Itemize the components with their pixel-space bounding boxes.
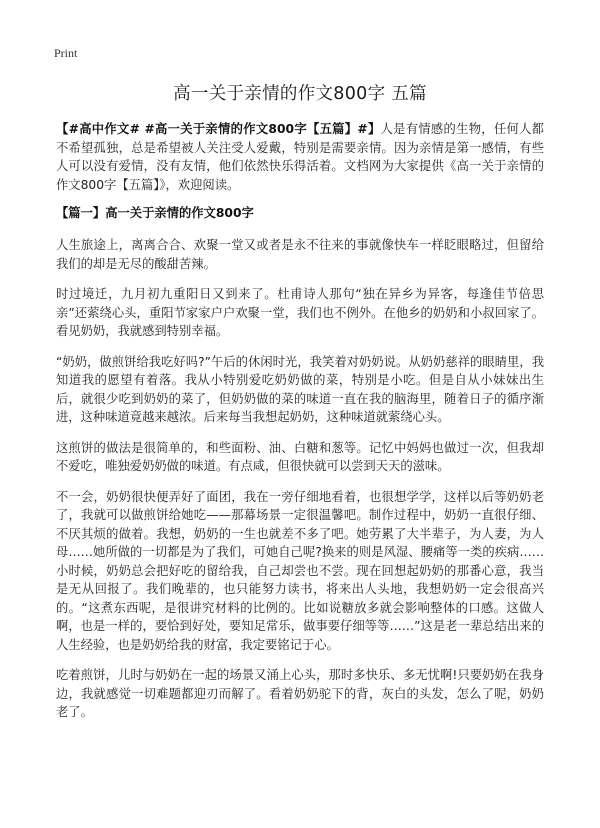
body-paragraph-2: 时过境迁，九月初九重阳日又到来了。杜甫诗人那句“独在异乡为异客，每逢佳节倍思亲”还萦绕心头，重阳节家家户户欢聚一堂，我们也不例外。在他乡的奶奶和小叔回家了。看见奶奶，我就感到特别幸福。	[56, 287, 544, 338]
section-heading: 【篇一】高一关于亲情的作文800字	[56, 206, 254, 220]
intro-text: 人是有情感的生物，任何人都不希望孤独，总是希望被人关注受人爱戴，特别是需要亲情。因为亲情是第一感情，有些人可以没有爱情，没有友情，他们依然快乐得活着。文档网为大家提供《高一关于亲情的作文800字【五篇】》，欢迎阅读。	[56, 122, 544, 192]
print-label: Print	[54, 46, 78, 60]
body-paragraph-6: 吃着煎饼，儿时与奶奶在一起的场景又涌上心头，那时多快乐、多无忧啊!只要奶奶在我身边，我就感觉一切难题都迎刃而解了。看着奶奶驼下的背，灰白的头发，怎么了呢，奶奶老了。	[56, 668, 544, 719]
body-paragraph-3: “奶奶，做煎饼给我吃好吗?”午后的休闲时光，我笑着对奶奶说。从奶奶慈祥的眼睛里，我知道我的愿望有着落。我从小特别爱吃奶奶做的菜，特别是小吃。但是自从小妹妹出生后，就很少吃到奶奶的菜了，但奶奶做的菜的味道一直在我的脑海里，随着日子的循序渐进，这种味道竟越来越浓。后来每当我想起奶奶，这种味道就萦绕心头。	[56, 354, 544, 424]
intro-paragraph	[56, 120, 544, 194]
body-paragraph-1: 人生旅途上，离离合合、欢聚一堂又或者是永不往来的事就像快车一样眨眼略过，但留给我们的却是无尽的酸甜苦辣。	[56, 238, 544, 271]
page-title: 高一关于亲情的作文800字 五篇	[173, 84, 427, 104]
body-paragraph-4: 这煎饼的做法是很简单的，和些面粉、油、白糖和葱等。记忆中妈妈也做过一次，但我却不爱吃，唯独爱奶奶做的味道。有点咸，但很快就可以尝到天天的滋味。	[56, 440, 544, 473]
intro-tag-prefix: 【#高中作文# #高一关于亲情的作文800字【五篇】#】	[56, 122, 381, 136]
body-paragraph-5: 不一会，奶奶很快便弄好了面团，我在一旁仔细地看着，也很想学学，这样以后等奶奶老了，我就可以做煎饼给她吃——那幕场景一定很温馨吧。制作过程中，奶奶一直很仔细、不厌其烦的做着。我想，奶奶的一生也就差不多了吧。她劳累了大半辈子，为人妻，为人母……她所做的一切都是为了我们，可她自己呢?换来的则是风湿、腰痛等一类的疾病……小时候，奶奶总会把好吃的留给我，自己却尝也不尝。现在回想起奶奶的那番心意，我当是无从回报了。我们晚辈的，也只能努力读书，将来出人头地，我想奶奶一定会很高兴的。“这煮东西呢，是很讲究材料的比例的。比如说糖放多就会影响整体的口感。这做人啊，也是一样的，要恰到好处，要知足常乐，做事要仔细等等……”这是老一辈总结出来的人生经验，也是奶奶给我的财富，我定要铭记于心。	[56, 489, 544, 652]
